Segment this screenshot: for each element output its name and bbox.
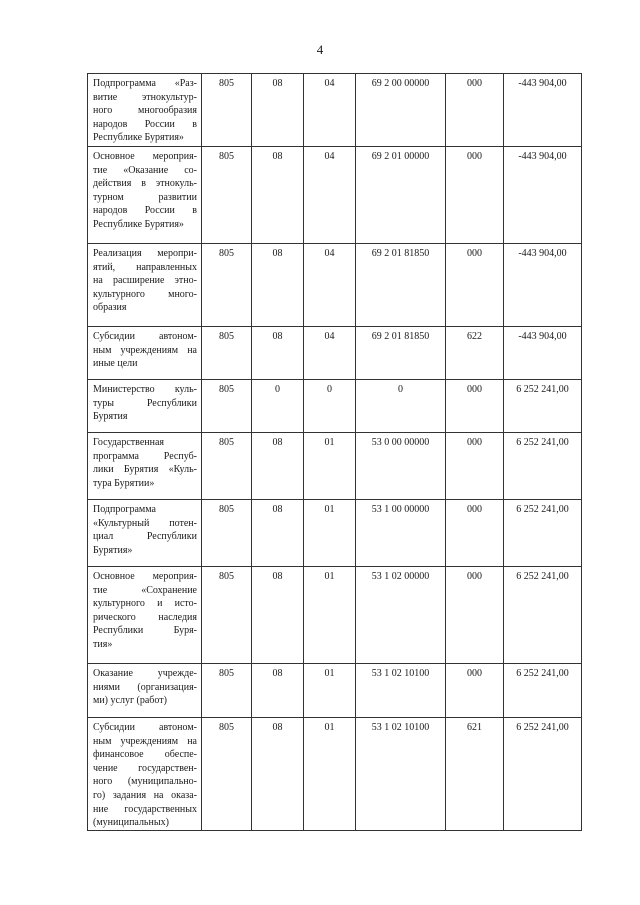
- cell-csr: 53 1 02 00000: [356, 567, 446, 664]
- cell-name-line: ми) услуг (работ): [93, 695, 167, 707]
- cell-pr: 04: [304, 74, 356, 147]
- cell-name-line: Республике Бурятия»: [93, 218, 184, 230]
- cell-name: [88, 433, 202, 500]
- cell-name: [88, 718, 202, 831]
- cell-vr: 000: [446, 567, 504, 664]
- cell-vr: 000: [446, 664, 504, 718]
- cell-vr: 000: [446, 500, 504, 567]
- table-row: [88, 567, 582, 664]
- cell-ved: 805: [202, 327, 252, 380]
- cell-name-line: Субсидии автоном-: [93, 722, 197, 733]
- cell-csr: 53 0 00 00000: [356, 433, 446, 500]
- cell-name: [88, 567, 202, 664]
- cell-name-line: рического наследия: [93, 611, 197, 623]
- cell-csr: 69 2 01 81850: [356, 244, 446, 327]
- cell-sum: 6 252 241,00: [504, 567, 582, 664]
- cell-rz: 08: [252, 327, 304, 380]
- cell-name-line: Министерство куль-: [93, 384, 197, 395]
- cell-vr: 622: [446, 327, 504, 380]
- cell-name-line: Республики Буря-: [93, 625, 197, 637]
- cell-name: [88, 327, 202, 380]
- cell-name-line: ятий, направленных: [93, 261, 197, 273]
- cell-name-line: программа Респуб-: [93, 450, 197, 462]
- table-row: [88, 500, 582, 567]
- cell-name-line: (муниципальных): [93, 817, 169, 829]
- cell-sum: -443 904,00: [504, 74, 582, 147]
- cell-csr: 0: [356, 380, 446, 433]
- cell-name-line: ным учреждениям на: [93, 344, 197, 356]
- cell-name-line: народов России в: [93, 118, 197, 130]
- cell-pr: 01: [304, 718, 356, 831]
- cell-name-line: Бурятия»: [93, 544, 133, 556]
- cell-rz: 08: [252, 433, 304, 500]
- cell-csr: 69 2 00 00000: [356, 74, 446, 147]
- cell-ved: 805: [202, 500, 252, 567]
- cell-sum: 6 252 241,00: [504, 500, 582, 567]
- cell-pr: 01: [304, 433, 356, 500]
- cell-name-line: го) задания на оказа-: [93, 789, 197, 801]
- cell-name-line: циал Республики: [93, 531, 197, 543]
- cell-name-line: Реализация меропри-: [93, 248, 197, 259]
- cell-rz: 08: [252, 147, 304, 244]
- cell-name-line: культурного много-: [93, 288, 197, 300]
- cell-name-line: финансовое обеспе-: [93, 749, 197, 761]
- cell-name: [88, 147, 202, 244]
- cell-name-line: иные цели: [93, 358, 138, 370]
- cell-rz: 08: [252, 74, 304, 147]
- cell-vr: 000: [446, 433, 504, 500]
- cell-pr: 0: [304, 380, 356, 433]
- table-row: [88, 380, 582, 433]
- cell-sum: 6 252 241,00: [504, 664, 582, 718]
- cell-name-line: тие «Сохранение: [93, 584, 197, 596]
- cell-csr: 69 2 01 81850: [356, 327, 446, 380]
- cell-name: [88, 244, 202, 327]
- cell-name-line: туры Республики: [93, 397, 197, 409]
- cell-name-line: ние государственных: [93, 803, 197, 815]
- cell-rz: 08: [252, 500, 304, 567]
- cell-name-line: тие «Оказание со-: [93, 164, 197, 176]
- cell-name-line: тура Бурятии»: [93, 477, 155, 489]
- cell-name-line: ного многообразия: [93, 105, 197, 117]
- cell-name-line: Основное мероприя-: [93, 571, 197, 582]
- cell-name-line: культурного и исто-: [93, 598, 197, 610]
- cell-ved: 805: [202, 718, 252, 831]
- cell-rz: 08: [252, 664, 304, 718]
- cell-name: [88, 74, 202, 147]
- cell-vr: 000: [446, 380, 504, 433]
- cell-vr: 000: [446, 147, 504, 244]
- cell-name-line: Подпрограмма: [93, 504, 156, 515]
- cell-name: [88, 380, 202, 433]
- cell-pr: 04: [304, 244, 356, 327]
- cell-pr: 04: [304, 327, 356, 380]
- cell-vr: 621: [446, 718, 504, 831]
- cell-name-line: образия: [93, 302, 127, 314]
- table-row: [88, 718, 582, 831]
- table-row: [88, 147, 582, 244]
- table-row: [88, 244, 582, 327]
- cell-rz: 0: [252, 380, 304, 433]
- cell-name-line: лики Бурятия «Куль-: [93, 464, 197, 476]
- table-row: [88, 74, 582, 147]
- cell-name-line: ниями (организация-: [93, 681, 197, 693]
- cell-name-line: ным учреждениям на: [93, 735, 197, 747]
- cell-name-line: Основное мероприя-: [93, 151, 197, 162]
- cell-ved: 805: [202, 74, 252, 147]
- cell-name-line: действия в этнокуль-: [93, 178, 197, 190]
- table-row: [88, 664, 582, 718]
- cell-sum: -443 904,00: [504, 244, 582, 327]
- cell-ved: 805: [202, 433, 252, 500]
- cell-sum: 6 252 241,00: [504, 380, 582, 433]
- cell-rz: 08: [252, 244, 304, 327]
- cell-name-line: Подпрограмма «Раз-: [93, 78, 197, 89]
- cell-vr: 000: [446, 244, 504, 327]
- cell-name-line: турном развитии: [93, 191, 197, 203]
- page-number: 4: [316, 42, 324, 57]
- cell-name-line: Государственная: [93, 437, 165, 448]
- cell-name-line: Субсидии автоном-: [93, 331, 197, 342]
- table-row: [88, 327, 582, 380]
- cell-sum: -443 904,00: [504, 147, 582, 244]
- cell-csr: 53 1 02 10100: [356, 718, 446, 831]
- cell-ved: 805: [202, 567, 252, 664]
- cell-csr: 53 1 02 10100: [356, 664, 446, 718]
- cell-pr: 04: [304, 147, 356, 244]
- cell-name-line: витие этнокультур-: [93, 91, 197, 103]
- cell-name-line: чение государствен-: [93, 762, 197, 774]
- cell-ved: 805: [202, 147, 252, 244]
- cell-vr: 000: [446, 74, 504, 147]
- cell-name-line: на расширение этно-: [93, 275, 197, 287]
- cell-name: [88, 664, 202, 718]
- cell-name-line: Бурятия: [93, 411, 128, 423]
- cell-ved: 805: [202, 380, 252, 433]
- cell-ved: 805: [202, 244, 252, 327]
- cell-sum: 6 252 241,00: [504, 718, 582, 831]
- budget-table: [87, 73, 582, 831]
- budget-table-body: [88, 74, 582, 831]
- cell-name-line: тия»: [93, 638, 113, 650]
- cell-name: [88, 500, 202, 567]
- cell-sum: 6 252 241,00: [504, 433, 582, 500]
- cell-sum: -443 904,00: [504, 327, 582, 380]
- cell-name-line: Республике Бурятия»: [93, 132, 184, 144]
- cell-csr: 53 1 00 00000: [356, 500, 446, 567]
- cell-pr: 01: [304, 500, 356, 567]
- cell-pr: 01: [304, 664, 356, 718]
- cell-name-line: народов России в: [93, 205, 197, 217]
- cell-name-line: Оказание учрежде-: [93, 668, 197, 679]
- cell-name-line: ного (муниципально-: [93, 776, 197, 788]
- cell-ved: 805: [202, 664, 252, 718]
- table-row: [88, 433, 582, 500]
- cell-rz: 08: [252, 718, 304, 831]
- cell-pr: 01: [304, 567, 356, 664]
- cell-rz: 08: [252, 567, 304, 664]
- cell-csr: 69 2 01 00000: [356, 147, 446, 244]
- cell-name-line: «Культурный потен-: [93, 517, 197, 529]
